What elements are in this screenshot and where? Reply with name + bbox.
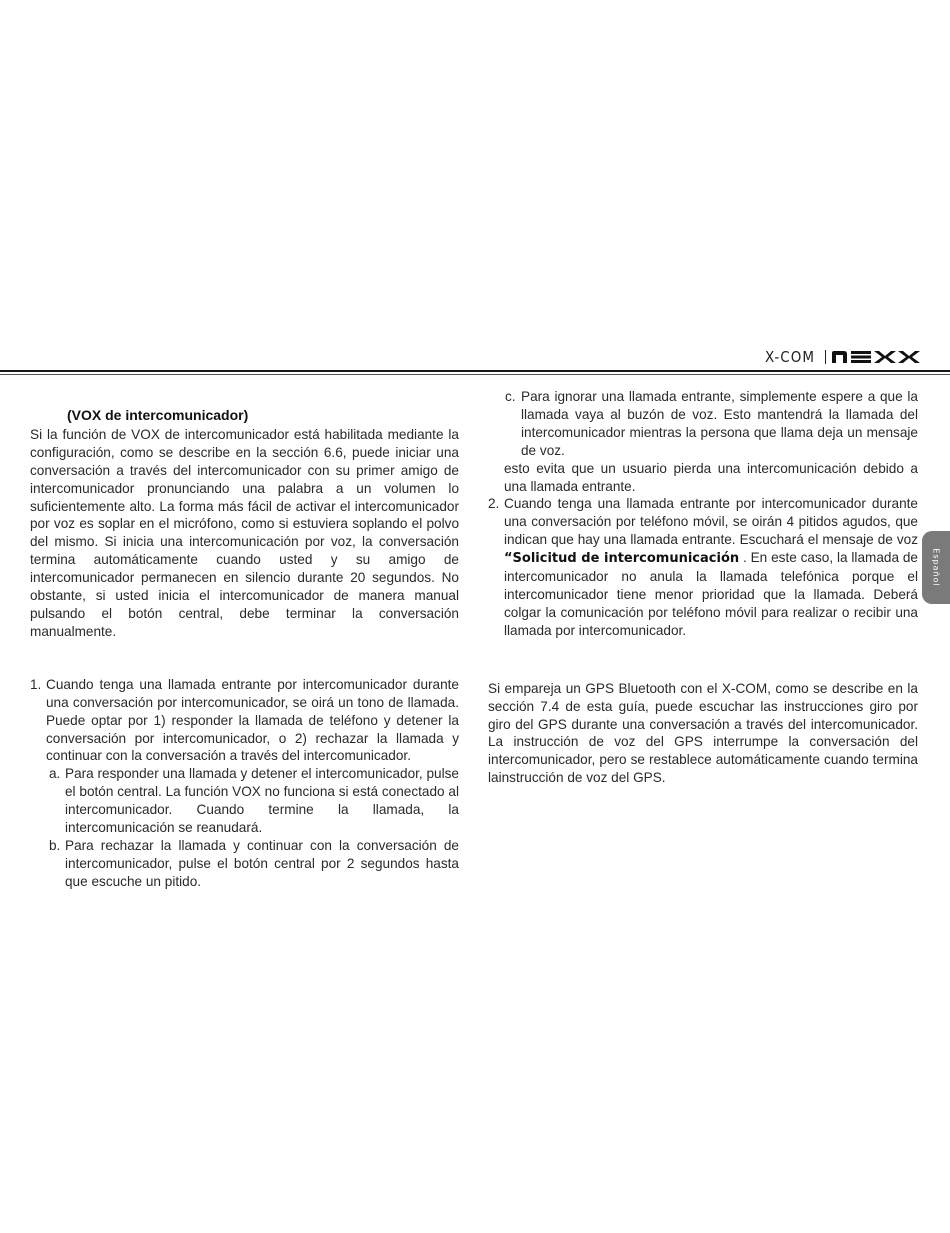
list-marker: 1. [30,676,42,692]
model-name: X-COM [764,348,815,366]
page-header [0,0,950,380]
nexx-logo-icon [830,350,922,364]
list-item-text [504,495,918,639]
brand-separator [825,350,826,364]
gps-paragraph: Si empareja un GPS Bluetooth con el X-COM, como se describe en la sección 7.4 de esta guía, puede escuchar las instrucciones giro por giro del GPS durante una conversación a través del intercomunicador. La instrucción de voz del GPS interrumpe la conversación del intercomunicador, pero se restablece automáticamente cuando termina lainstrucción de voz del GPS. [488,680,918,786]
list-marker: a. [49,766,61,782]
list-item-text: Cuando tenga una llamada entrante por intercomunicador durante una conversación por intercomunicador, se oirá un tono de llamada. Puede optar por 1) responder la llamada de teléfono y detener la conversación por intercomunicador, o 2) rechazar la llamada y continuar con la conversación a través del intercomunicador. [46,676,459,764]
item2-text-after: . En este caso, la llamada de intercomunicador no anula la llamada telefónica porque el intercomunicador tiene menor prioridad que la llamada. Deberá colgar la comunicación por teléfono móvil para realizar o recibir una llamada por intercomunicador. [504,550,918,638]
list-item-1a [49,765,459,837]
list-item-text: Para responder una llamada y detener el intercomunicador, pulse el botón central. La función VOX no funciona si está conectado al intercomunicador. Cuando termine la llamada, la intercomunicación se reanudará. [65,766,459,836]
left-column [30,407,459,891]
list-marker: 2. [488,496,500,512]
list-marker: c. [505,389,516,404]
language-tab [922,531,950,604]
list-item-1 [30,676,459,766]
list-item-1c [505,388,918,460]
list-item-2 [488,495,918,639]
voice-prompt-quote: “Solicitud de intercomunicación [504,551,740,567]
section-gap [30,641,459,676]
continuation-text: esto evita que un usuario pierda una intercomunicación debido a una llamada entrante. [504,460,918,494]
list-marker: b. [49,837,61,853]
vox-heading: (VOX de intercomunicador) [67,407,249,423]
right-column [488,388,918,787]
sub-list [49,765,459,890]
language-tab-label: Español [931,548,941,587]
list-item-text: Para rechazar la llamada y continuar con la conversación de intercomunicador, pulse el botón central por 2 segundos hasta que escuche un pitido. [65,837,459,889]
header-rule-thick [0,370,950,372]
brand-block [765,346,922,368]
section-gap [488,640,918,680]
header-rule-thin [0,374,950,375]
list-item-1b [49,837,459,891]
item2-text-before: Cuando tenga una llamada entrante por intercomunicador durante una conversación por teléfono móvil, se oirán 4 pitidos agudos, que indican que hay una llamada entrante. Escuchará el mensaje de voz [504,496,918,548]
vox-paragraph: Si la función de VOX de intercomunicador está habilitada mediante la configuración, como se describe en la sección 6.6, puede iniciar una conversación a través del intercomunicador con su primer amigo de intercomunicador pronunciando una palabra a un volumen lo suficientemente alto. La forma más fácil de activar el intercomunicador por voz es soplar en el micrófono, como si estuviera soplando el polvo del mismo. Si inicia una intercomunicación por voz, la conversación termina automáticamente cuando usted y su amigo de intercomunicador permanecen en silencio durante 20 segundos. No obstante, si usted inicia el intercomunicador de manera manual pulsando el botón central, debe terminar la conversación manualmente. [30,426,459,639]
list-item-text: Para ignorar una llamada entrante, simplemente espere a que la llamada vaya al buzón de voz. Esto mantendrá la llamada del intercomunicador mientras la persona que llama deja un mensaje de voz. [521,389,918,458]
